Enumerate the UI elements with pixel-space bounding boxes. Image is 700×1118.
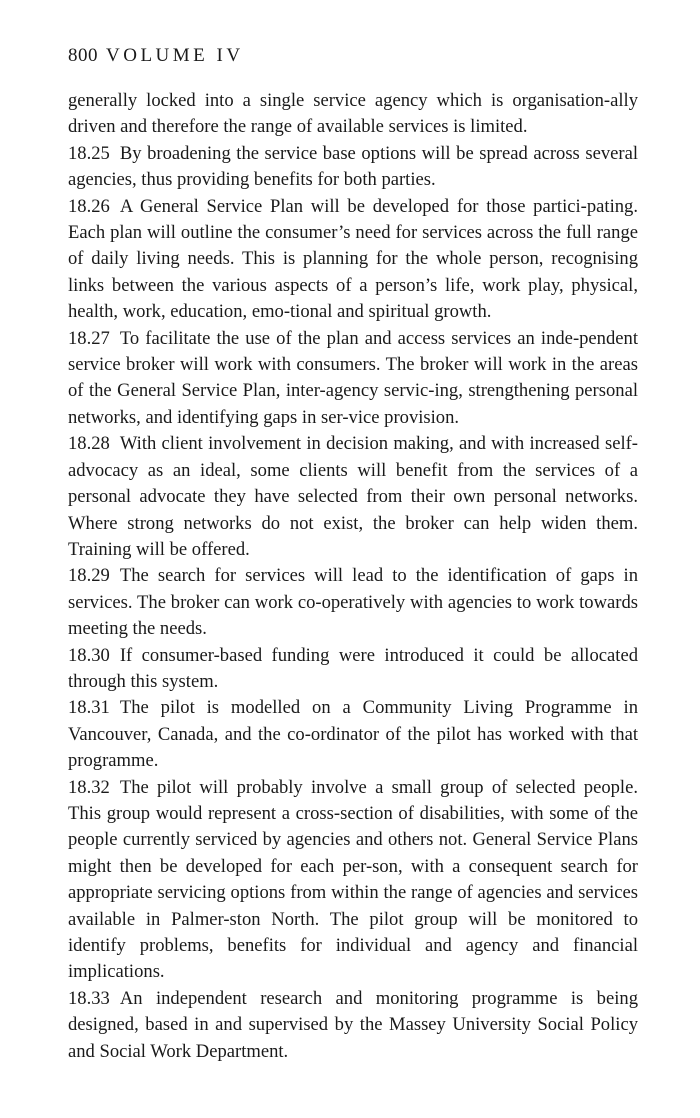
paragraph-18-33 bbox=[68, 986, 638, 1065]
paragraph-text: An independent research and monitoring programme is being designed, based in and supervised by the Massey University Social Policy and Social Work Department. bbox=[68, 987, 638, 1062]
page-number: 800 bbox=[68, 45, 98, 66]
paragraph-number: 18.32 bbox=[68, 776, 110, 798]
paragraph-number: 18.28 bbox=[68, 433, 110, 455]
paragraph-text: If consumer-based funding were introduced it could be allocated through this system. bbox=[68, 644, 638, 692]
paragraph-number: 18.25 bbox=[68, 142, 110, 164]
paragraph-18-28 bbox=[68, 431, 638, 563]
body-text bbox=[68, 88, 638, 1065]
paragraph-number: 18.30 bbox=[68, 644, 110, 666]
paragraph-text: generally locked into a single service agency which is organisation-ally driven and therefore the range of available services is limited. bbox=[68, 90, 638, 138]
running-header bbox=[68, 44, 244, 68]
paragraph-number: 18.29 bbox=[68, 565, 110, 587]
paragraph-text: To facilitate the use of the plan and access services an inde-pendent service broker will work with consumers. The broker will work in the areas of the General Service Plan, inter-agency servic-ing, strengthening personal networks, and identifying gaps in ser-vice provision. bbox=[68, 327, 638, 428]
paragraph-number: 18.26 bbox=[68, 195, 110, 217]
paragraph-text: By broadening the service base options will be spread across several agencies, thus providing benefits for both parties. bbox=[68, 142, 638, 191]
paragraph-18-31 bbox=[68, 695, 638, 774]
paragraph-18-27 bbox=[68, 326, 638, 432]
paragraph-text: The pilot is modelled on a Community Living Programme in Vancouver, Canada, and the co-ordinator of the pilot has worked with that programme. bbox=[68, 697, 638, 772]
paragraph-18-26 bbox=[68, 194, 638, 326]
paragraph-18-32 bbox=[68, 775, 638, 986]
paragraph-number: 18.31 bbox=[68, 697, 110, 719]
paragraph-number: 18.33 bbox=[68, 987, 110, 1009]
paragraph-18-30 bbox=[68, 643, 638, 696]
paragraph-text: The pilot will probably involve a small group of selected people. This group would represent a cross-section of disabilities, with some of the people currently serviced by agencies and others not. General Service Plans might then be developed for each per-son, with a consequent search for appropriate servicing options from within the range of agencies and services available in Palmer-ston North. The pilot group will be monitored to identify problems, benefits for individual and agency and financial implications. bbox=[68, 776, 638, 983]
paragraph-text: A General Service Plan will be developed for those partici-pating. Each plan will outline the consumer’s need for services across the full range of daily living needs. This is planning for the whole person, recognising links between the various aspects of a person’s life, work play, physical, health, work, education, emo-tional and spiritual growth. bbox=[68, 195, 638, 323]
paragraph-18-29 bbox=[68, 563, 638, 642]
paragraph-continued bbox=[68, 88, 638, 141]
paragraph-number: 18.27 bbox=[68, 327, 110, 349]
paragraph-18-25 bbox=[68, 141, 638, 194]
paragraph-text: With client involvement in decision making, and with increased self-advocacy as an ideal, some clients will benefit from the services of a personal advocate they have selected from their own personal networks. Where strong networks do not exist, the broker can help widen them. Training will be offered. bbox=[68, 433, 638, 560]
volume-label: VOLUME IV bbox=[106, 45, 244, 66]
paragraph-text: The search for services will lead to the identification of gaps in services. The broker can work co-operatively with agencies to work towards meeting the needs. bbox=[68, 565, 638, 640]
